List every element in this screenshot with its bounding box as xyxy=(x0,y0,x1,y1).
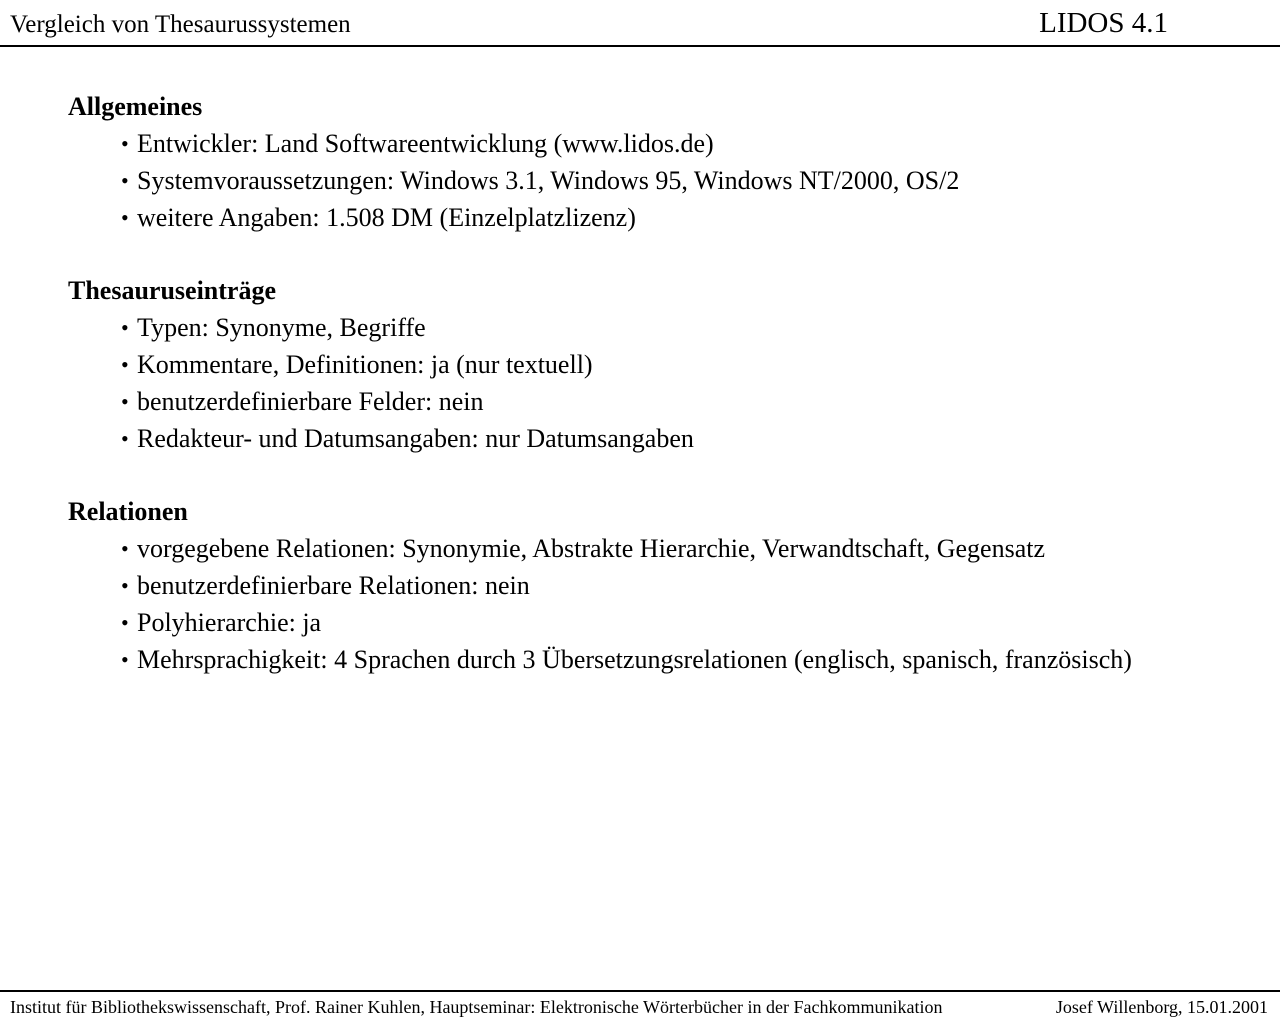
section-allgemeines xyxy=(68,88,1280,236)
section-heading: Thesauruseinträge xyxy=(68,276,276,305)
bullet-icon: • xyxy=(121,610,129,635)
bullet-text: Redakteur- und Datumsangaben: nur Datumsangaben xyxy=(137,424,694,453)
bullet-item xyxy=(68,567,1280,604)
bullet-item xyxy=(68,530,1280,567)
bullet-text: Mehrsprachigkeit: 4 Sprachen durch 3 Übersetzungsrelationen (englisch, spanisch, französisch) xyxy=(137,645,1132,674)
bullet-text: Entwickler: Land Softwareentwicklung (www.lidos.de) xyxy=(137,129,714,158)
bullet-item xyxy=(68,309,1280,346)
bullet-icon: • xyxy=(121,389,129,414)
bullet-icon: • xyxy=(121,168,129,193)
bullet-item xyxy=(68,383,1280,420)
slide-body xyxy=(0,47,1280,678)
bullet-item xyxy=(68,420,1280,457)
bullet-icon: • xyxy=(121,205,129,230)
bullet-icon: • xyxy=(121,536,129,561)
header-product-name: LIDOS 4.1 xyxy=(1039,7,1168,39)
bullet-icon: • xyxy=(121,131,129,156)
bullet-icon: • xyxy=(121,647,129,672)
bullet-icon: • xyxy=(121,426,129,451)
bullet-text: benutzerdefinierbare Relationen: nein xyxy=(137,571,530,600)
bullet-icon: • xyxy=(121,315,129,340)
footer-author-date: Josef Willenborg, 15.01.2001 xyxy=(1055,997,1268,1017)
bullet-list xyxy=(68,530,1280,678)
bullet-item xyxy=(68,641,1280,678)
bullet-item xyxy=(68,162,1280,199)
bullet-item xyxy=(68,199,1280,236)
bullet-list xyxy=(68,309,1280,457)
bullet-icon: • xyxy=(121,573,129,598)
bullet-item xyxy=(68,125,1280,162)
bullet-text: benutzerdefinierbare Felder: nein xyxy=(137,387,484,416)
bullet-text: Systemvoraussetzungen: Windows 3.1, Windows 95, Windows NT/2000, OS/2 xyxy=(137,166,960,195)
section-thesauruseintraege xyxy=(68,272,1280,457)
slide-footer xyxy=(0,992,1280,1024)
bullet-item xyxy=(68,346,1280,383)
bullet-list xyxy=(68,125,1280,236)
bullet-text: weitere Angaben: 1.508 DM (Einzelplatzlizenz) xyxy=(137,203,636,232)
bullet-text: Typen: Synonyme, Begriffe xyxy=(137,313,426,342)
section-relationen xyxy=(68,493,1280,678)
bullet-item xyxy=(68,604,1280,641)
bullet-text: vorgegebene Relationen: Synonymie, Abstrakte Hierarchie, Verwandtschaft, Gegensatz xyxy=(137,534,1046,563)
section-heading: Allgemeines xyxy=(68,92,203,121)
bullet-text: Kommentare, Definitionen: ja (nur textuell) xyxy=(137,350,593,379)
slide-header xyxy=(0,0,1280,45)
footer-institution: Institut für Bibliothekswissenschaft, Prof. Rainer Kuhlen, Hauptseminar: Elektronische Wörterbücher in der Fachkommunikation xyxy=(10,997,943,1017)
bullet-icon: • xyxy=(121,352,129,377)
section-heading: Relationen xyxy=(68,497,188,526)
header-title: Vergleich von Thesaurussystemen xyxy=(10,11,351,38)
bullet-text: Polyhierarchie: ja xyxy=(137,608,322,637)
